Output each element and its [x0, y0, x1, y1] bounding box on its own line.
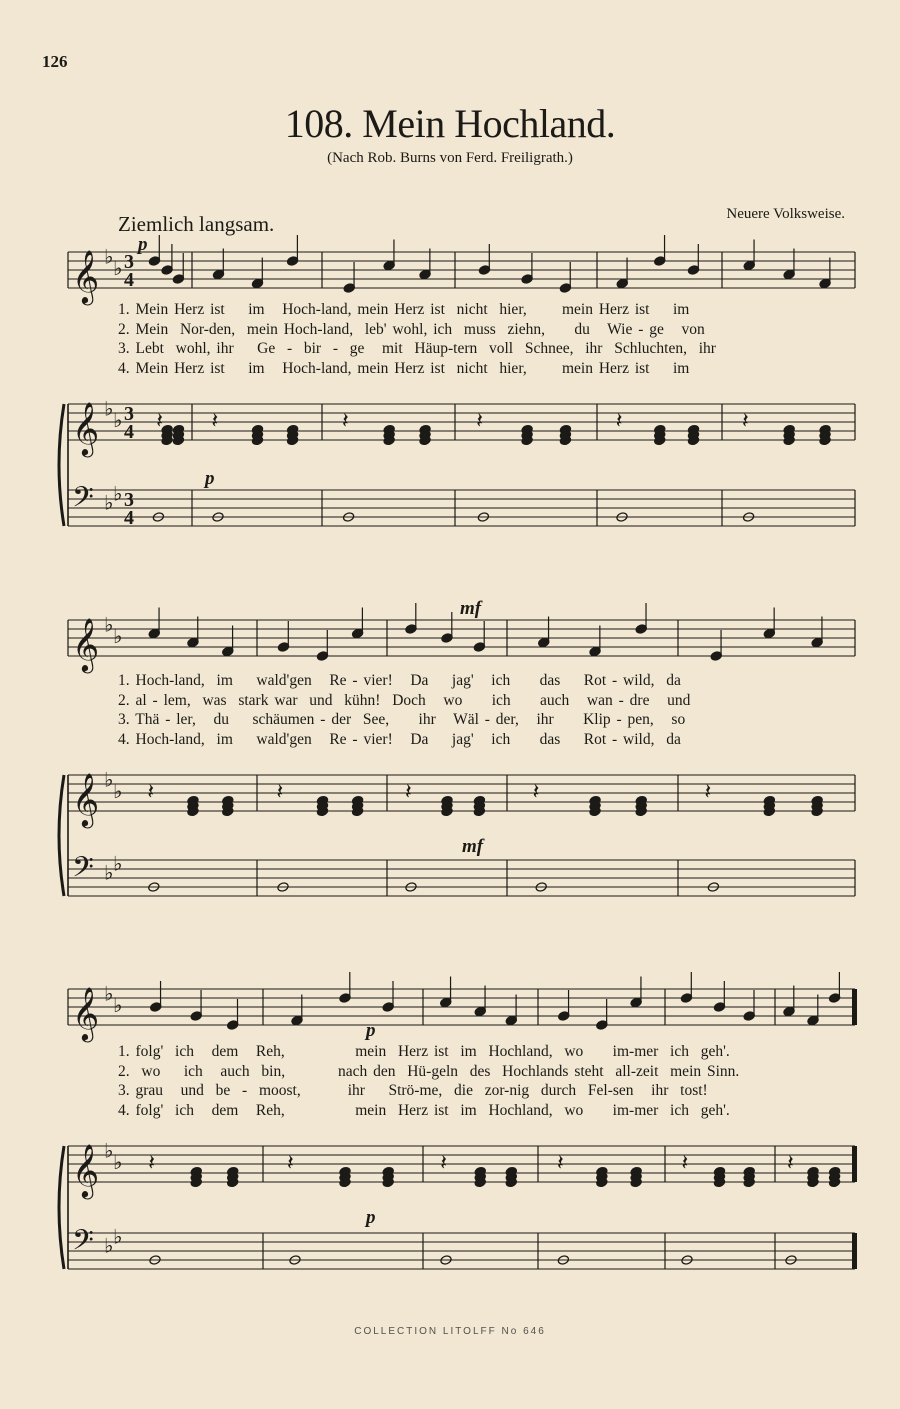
rest-symbol: 𝄽: [341, 409, 349, 434]
flat-sign: ♭: [104, 490, 114, 515]
rest-symbol: 𝄽: [532, 780, 540, 805]
rest-symbol: 𝄽: [681, 1151, 689, 1176]
flat-sign: ♭: [104, 396, 114, 421]
page-number: 126: [42, 52, 68, 71]
dynamic-p: p: [366, 1020, 376, 1041]
bass-clef: 𝄢: [72, 851, 94, 891]
verse-line: 2. Mein Nor-den, mein Hoch-land, leb' wohl, ich muss ziehn, du Wie - ge von: [118, 320, 705, 338]
flat-sign: ♭: [113, 1150, 123, 1174]
flat-sign: ♭: [113, 256, 123, 280]
verse-line: 4. Mein Herz ist im Hoch-land, mein Herz ist nicht hier, mein Herz ist im: [118, 359, 690, 377]
flat-sign: ♭: [104, 1138, 114, 1163]
verse-line: 4. folg' ich dem Reh, mein Herz ist im Hochland, wo im-mer ich geh'.: [118, 1101, 730, 1119]
treble-clef: 𝄞: [72, 1143, 100, 1197]
rest-symbol: 𝄽: [557, 1151, 564, 1176]
verse-line: 3. Thä - ler, du schäumen - der See, ihr Wäl - der, ihr Klip - pen, so: [118, 711, 686, 728]
verse-line: 2. wo ich auch bin, nach den Hü-geln des Hochlands steht all-zeit mein Sinn.: [118, 1062, 740, 1080]
dynamic-p: p: [205, 468, 215, 489]
verse-line: 1. folg' ich dem Reh, mein Herz ist im Hochland, wo im-mer ich geh'.: [118, 1043, 730, 1060]
verse-line: 1. Hoch-land, im wald'gen Re - vier! Da jag' ich das Rot - wild, da: [118, 672, 681, 689]
dynamic-mf: mf: [460, 598, 482, 619]
flat-sign: ♭: [113, 408, 123, 432]
dynamic-p: p: [366, 1207, 376, 1228]
flat-sign: ♭: [113, 624, 123, 648]
rest-symbol: 𝄽: [615, 409, 623, 434]
rest-symbol: 𝄽: [148, 1151, 155, 1176]
flat-sign: ♭: [104, 767, 114, 792]
flat-sign: ♭: [104, 981, 114, 1006]
flat-sign: ♭: [104, 244, 114, 269]
flat-sign: ♭: [104, 612, 114, 637]
rest-symbol: 𝄽: [287, 1151, 294, 1176]
song-title: 108. Mein Hochland.: [284, 101, 616, 146]
verse-line: 1. Mein Herz ist im Hoch-land, mein Herz ist nicht hier, mein Herz ist im: [118, 301, 690, 318]
dynamic-p: p: [138, 234, 148, 255]
verse-line: 3. grau und be - moost, ihr Strö-me, die zor-nig durch Fel-sen ihr tost!: [118, 1082, 708, 1099]
time-signature: 4: [124, 421, 134, 443]
verses-system-3: [118, 1042, 858, 1120]
rest-symbol: 𝄽: [704, 780, 712, 805]
piano-treble-staff: [68, 1146, 855, 1182]
verse-line: 3. Lebt wohl, ihr Ge - bir - ge mit Häup-tern voll Schnee, ihr Schluchten, ihr: [118, 340, 716, 357]
flat-sign: ♭: [113, 779, 123, 803]
rest-symbol: 𝄽: [211, 409, 219, 434]
treble-clef: 𝄞: [72, 401, 100, 455]
time-signature: 4: [124, 507, 134, 529]
flat-sign: ♭: [104, 860, 114, 885]
rest-symbol: 𝄽: [147, 780, 155, 805]
final-barline: [852, 1233, 857, 1269]
tempo-marking: Ziemlich langsam.: [118, 212, 275, 236]
verses-system-2: [118, 671, 858, 749]
flat-sign: ♭: [113, 481, 123, 506]
flat-sign: ♭: [113, 851, 123, 876]
melody-origin: Neuere Volksweise.: [726, 206, 845, 222]
time-signature: 3: [124, 489, 134, 511]
bass-clef: 𝄢: [72, 481, 94, 521]
rest-symbol: 𝄽: [787, 1151, 794, 1176]
piano-brace: [59, 775, 64, 896]
treble-clef: 𝄞: [72, 986, 100, 1040]
verse-line: 2. al - lem, was stark war und kühn! Doch wo ich auch wan - dre und: [118, 691, 691, 709]
verse-line: 4. Hoch-land, im wald'gen Re - vier! Da jag' ich das Rot - wild, da: [118, 730, 681, 748]
rest-symbol: 𝄽: [741, 409, 749, 434]
flat-sign: ♭: [113, 1224, 123, 1249]
piano-bass-staff: [68, 860, 855, 896]
piano-treble-staff: [68, 775, 855, 811]
voice-staff: [68, 989, 855, 1025]
piano-treble-staff: [68, 404, 855, 440]
piano-bass-staff: [68, 490, 855, 526]
piano-brace: [59, 1146, 64, 1269]
time-signature: 3: [124, 403, 134, 425]
time-signature: 3: [124, 251, 134, 273]
voice-staff: [68, 252, 855, 288]
final-barline: [852, 989, 857, 1025]
rest-symbol: 𝄽: [276, 780, 284, 805]
flat-sign: ♭: [104, 1233, 114, 1258]
treble-clef: 𝄞: [72, 772, 100, 826]
dynamic-mf: mf: [462, 836, 484, 857]
publisher-footer: COLLECTION LITOLFF No 646: [354, 1326, 546, 1337]
song-subtitle: (Nach Rob. Burns von Ferd. Freiligrath.): [327, 150, 573, 166]
verses-system-1: [118, 300, 858, 378]
bass-clef: 𝄢: [72, 1224, 94, 1264]
flat-sign: ♭: [113, 993, 123, 1017]
treble-clef: 𝄞: [72, 617, 100, 671]
final-barline: [852, 1146, 857, 1182]
rest-symbol: 𝄽: [405, 780, 412, 805]
piano-bass-staff: [68, 1233, 855, 1269]
piano-brace: [59, 404, 64, 526]
time-signature: 4: [124, 269, 134, 291]
rest-symbol: 𝄽: [476, 409, 484, 434]
rest-symbol: 𝄽: [156, 409, 164, 434]
voice-staff: [68, 620, 855, 656]
rest-symbol: 𝄽: [440, 1151, 447, 1176]
treble-clef: 𝄞: [72, 249, 100, 303]
